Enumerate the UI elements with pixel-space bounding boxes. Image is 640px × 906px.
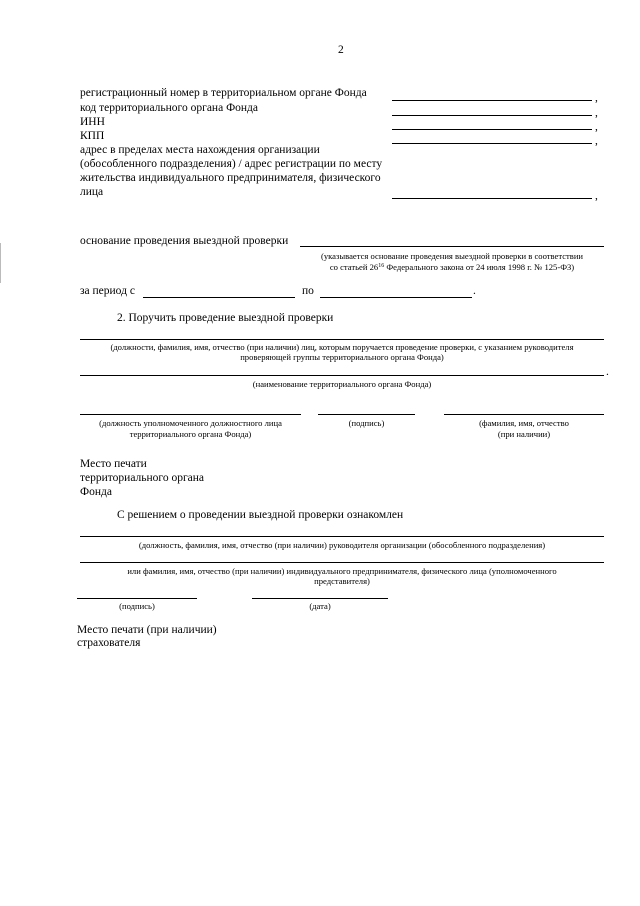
heading-acquaint: С решением о проведении выездной проверки ознакомлен — [117, 509, 404, 521]
input-line-assignees[interactable] — [80, 339, 604, 340]
hint-assignees-1: (должности, фамилия, имя, отчество (при наличии) лиц, которым поручается проведение проверки, с указанием руководителя — [110, 342, 574, 352]
hint-basis-1: (указывается основание проведения выездной проверки в соответствии — [320, 251, 584, 261]
input-line-period-from[interactable] — [143, 297, 295, 298]
hint-entrepreneur-2: представителя) — [314, 576, 370, 586]
input-line-acq-signature[interactable] — [77, 598, 197, 599]
input-line-period-to[interactable] — [320, 297, 472, 298]
label-kpp: КПП — [80, 130, 105, 142]
input-line-signature[interactable] — [318, 414, 415, 415]
input-line-kpp[interactable] — [392, 143, 592, 144]
input-line-entrepreneur[interactable] — [80, 562, 604, 563]
label-address-2: (обособленного подразделения) / адрес регистрации по месту — [80, 158, 383, 170]
hint-org-name: (наименование территориального органа Фонда) — [252, 379, 432, 389]
scan-edge-mark — [0, 243, 1, 283]
comma: , — [595, 190, 598, 202]
comma: , — [595, 92, 598, 104]
stamp-fund-2: территориального органа — [80, 472, 205, 484]
label-address-3: жительства индивидуального предпринимателя, физического — [80, 172, 381, 184]
input-line-terr-code[interactable] — [392, 115, 592, 116]
hint-fullname-1: (фамилия, имя, отчество — [479, 418, 569, 428]
input-line-address[interactable] — [392, 198, 592, 199]
hint-head: (должность, фамилия, имя, отчество (при наличии) руководителя организации (обособленного подразделения) — [138, 540, 546, 550]
label-address-4: лица — [80, 186, 104, 198]
hint-assignees-2: проверяющей группы территориального органа Фонда) — [240, 352, 444, 362]
input-line-basis[interactable] — [300, 246, 604, 247]
label-address-1: адрес в пределах места нахождения организации — [80, 144, 320, 156]
org-name-end: . — [606, 366, 609, 378]
label-inn: ИНН — [80, 116, 105, 128]
heading-assign: 2. Поручить проведение выездной проверки — [117, 312, 334, 324]
hint-fullname-2: (при наличии) — [497, 429, 551, 439]
input-line-inn[interactable] — [392, 129, 592, 130]
label-period-to: по — [302, 285, 314, 297]
hint-acq-date: (дата) — [309, 601, 331, 611]
label-basis: основание проведения выездной проверки — [80, 235, 289, 247]
stamp-fund-1: Место печати — [80, 458, 147, 470]
input-line-acq-date[interactable] — [252, 598, 388, 599]
period-end: . — [473, 285, 476, 297]
input-line-official[interactable] — [80, 414, 301, 415]
hint-basis-2: со статьей $26^{16}$ Федерального закона от 24 июля 1998 г. № 125-ФЗ) — [329, 262, 575, 272]
input-line-fullname[interactable] — [444, 414, 604, 415]
hint-signature: (подпись) — [348, 418, 385, 428]
comma: , — [595, 107, 598, 119]
page-number: 2 — [338, 44, 344, 56]
comma: , — [595, 121, 598, 133]
input-line-org-name[interactable] — [80, 375, 604, 376]
hint-official-2: территориального органа Фонда) — [129, 429, 252, 439]
label-period-from: за период с — [80, 285, 135, 297]
hint-official-1: (должность уполномоченного должностного лица — [99, 418, 282, 428]
label-terr-code: код территориального органа Фонда — [80, 102, 259, 114]
stamp-insured-1: Место печати (при наличии) — [77, 624, 217, 636]
stamp-insured-2: страхователя — [77, 637, 141, 649]
input-line-head[interactable] — [80, 536, 604, 537]
comma: , — [595, 135, 598, 147]
label-reg-number: регистрационный номер в территориальном органе Фонда — [80, 87, 367, 99]
stamp-fund-3: Фонда — [80, 486, 112, 498]
input-line-reg-number[interactable] — [392, 100, 592, 101]
hint-entrepreneur-1: или фамилия, имя, отчество (при наличии) индивидуального предпринимателя, физического лица (уполномоченного — [127, 566, 557, 576]
hint-acq-signature: (подпись) — [119, 601, 155, 611]
